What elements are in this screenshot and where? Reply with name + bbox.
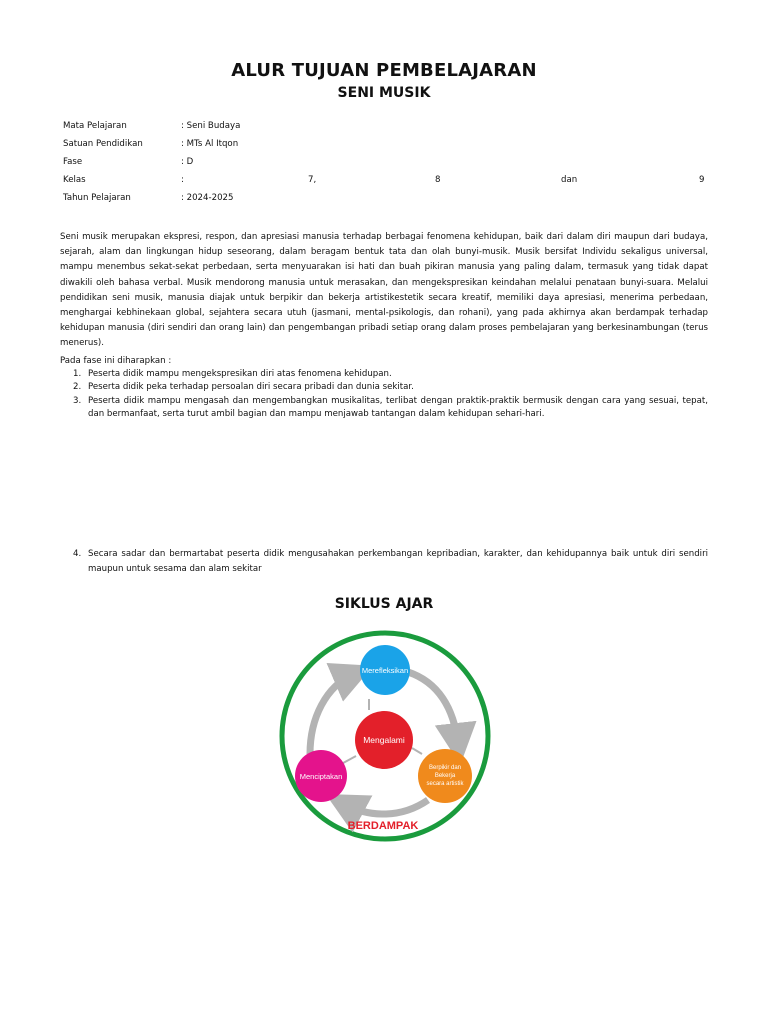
info-value: : 2024-2025 <box>181 193 234 203</box>
list-item <box>60 381 708 394</box>
info-row-tahun-pelajaran <box>63 193 711 211</box>
list-item <box>60 547 708 576</box>
arrow-top-right <box>408 672 458 744</box>
node-berpikir-label-3: secara artistik <box>426 781 464 787</box>
node-berpikir-label-2: Bekerja <box>434 773 456 779</box>
expectations-intro: Pada fase ini diharapkan : <box>60 356 172 366</box>
list-item-text: Peserta didik mampu mengasah dan mengembangkan musikalitas, terlibat dengan praktik-praktik bermusik dengan cara yang sesuai, tepat, dan bermanfaat, serta turut ambil bagian dan mampu menjawab tantangan dalam kehidupan sehari-hari. <box>88 395 708 420</box>
page-title: ALUR TUJUAN PEMBELAJARAN <box>231 60 537 81</box>
siklus-diagram <box>270 626 500 852</box>
connector-center-right <box>412 748 422 754</box>
list-item <box>60 395 708 422</box>
info-row-fase <box>63 157 711 175</box>
info-row-kelas <box>63 175 711 193</box>
expectations-list-continued <box>60 547 708 576</box>
kelas-dan: dan <box>561 175 578 185</box>
node-merefleksikan-label: Merefleksikan <box>361 666 409 675</box>
info-value: : MTs Al Itqon <box>181 139 239 149</box>
info-label: Satuan Pendidikan <box>63 139 143 149</box>
description-paragraph: Seni musik merupakan ekspresi, respon, dan apresiasi manusia terhadap berbagai fenomena kehidupan, baik dari dalam diri maupun dari budaya, sejarah, alam dan lingkungan hidup seseorang, dalam beragam bentuk tata dan olah bunyi-musik. Musik bersifat Individu sekaligus universal, mampu menembus sekat-sekat perbedaan, serta menyuarakan isi hati dan buah pikiran manusia yang paling dalam, termasuk yang tidak dapat diwakili oleh bahasa verbal. Musik mendorong manusia untuk merasakan, dan mengekspresikan keindahan melalui penataan bunyi-suara. Melalui pendidikan seni musik, manusia diajak untuk berpikir dan bekerja artistikestetik secara kreatif, memiliki daya apresiasi, menerima perbedaan, menghargai kebhinekaan global, sejahtera secara utuh (jasmani, mental-psikologis, dan rohani), yang pada akhirnya akan berdampak terhadap kehidupan manusia (diri sendiri dan orang lain) dan pengembangan pribadi setiap orang dalam proses pembelajaran yang berkesinambungan (terus menerus). <box>60 232 708 349</box>
info-label: Fase <box>63 157 83 167</box>
node-berpikir-label-1: Berpikir dan <box>428 765 462 771</box>
list-item <box>60 368 708 381</box>
info-colon: : <box>181 175 184 185</box>
info-value: : Seni Budaya <box>181 121 241 131</box>
list-item-text: Secara sadar dan bermartabat peserta didik mengusahakan perkembangan kepribadian, karakter, dan kehidupannya baik untuk diri sendiri maupun untuk sesama dan alam sekitar <box>88 549 708 574</box>
list-item-text: Peserta didik mampu mengekspresikan diri atas fenomena kehidupan. <box>88 369 392 379</box>
arrow-left-top <box>310 674 354 754</box>
arrow-right-left <box>344 800 428 814</box>
info-value: : D <box>181 157 194 167</box>
page-subtitle: SENI MUSIK <box>337 85 431 101</box>
siklus-title: SIKLUS AJAR <box>334 596 434 612</box>
list-item-number: 4. <box>73 549 82 559</box>
kelas-9: 9 <box>699 175 705 185</box>
kelas-7: 7, <box>308 175 317 185</box>
berdampak-label: BERDAMPAK <box>347 820 419 832</box>
list-item-text: Peserta didik peka terhadap persoalan diri secara pribadi dan dunia sekitar. <box>88 382 414 393</box>
info-row-mata-pelajaran <box>63 121 711 139</box>
info-table <box>63 121 711 211</box>
list-item-number: 3. <box>73 395 82 406</box>
node-mengalami-label: Mengalami <box>363 735 405 745</box>
expectations-list <box>60 368 708 422</box>
info-label: Tahun Pelajaran <box>63 193 131 203</box>
info-label: Mata Pelajaran <box>63 121 127 131</box>
info-row-satuan-pendidikan <box>63 139 711 157</box>
kelas-8: 8 <box>435 175 441 185</box>
node-menciptakan-label: Menciptakan <box>299 772 343 781</box>
list-item-number: 1. <box>73 369 82 379</box>
info-label: Kelas <box>63 175 86 185</box>
list-item-number: 2. <box>73 382 82 393</box>
